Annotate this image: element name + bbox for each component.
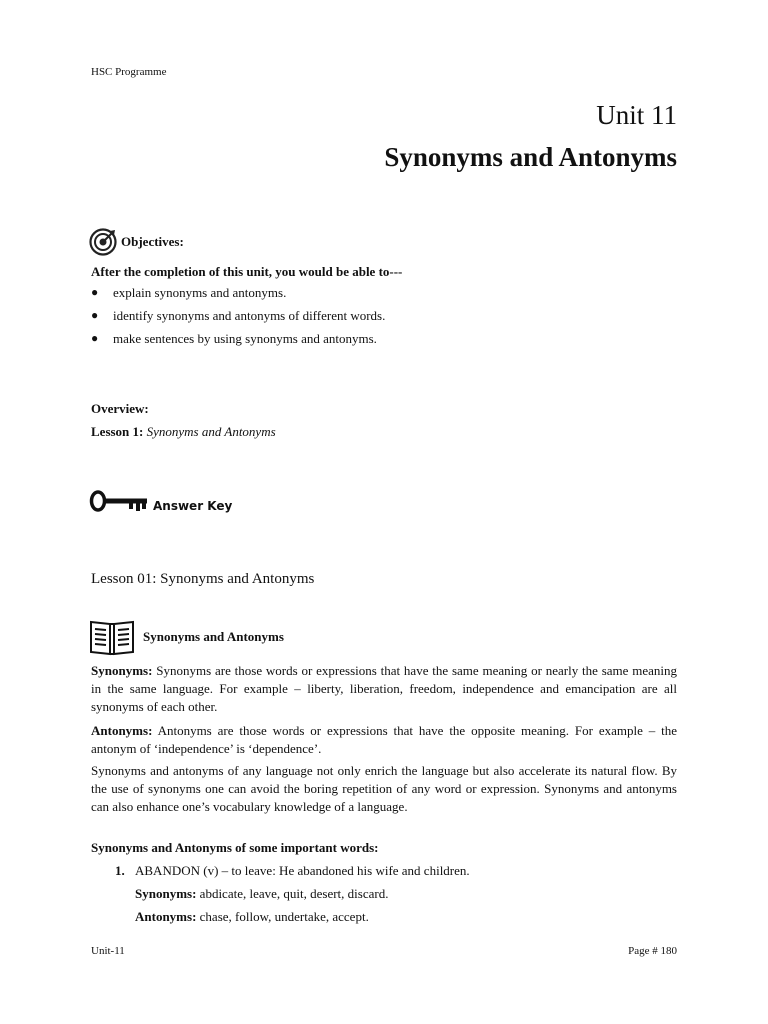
section-label: Synonyms and Antonyms — [143, 629, 284, 644]
overview-lesson — [91, 424, 276, 440]
objectives-heading — [89, 228, 184, 256]
general-paragraph: Synonyms and antonyms of any language not only enrich the language but also accelerate its natural flow. By the use of synonyms one can avoid the boring repetition of any word or expression. Synonyms and antonyms can also enhance one’s vocabulary knowledge of a language. — [91, 763, 677, 814]
unit-title: Unit 11 — [596, 100, 677, 130]
lesson-title: Synonyms and Antonyms — [146, 424, 276, 439]
important-words-heading: Synonyms and Antonyms of some important words: — [91, 840, 379, 855]
item-number: 1. — [115, 863, 125, 878]
bullet-icon: ● — [91, 331, 99, 345]
list-item: ● make sentences by using synonyms and antonyms. — [91, 331, 385, 354]
list-item: ● identify synonyms and antonyms of different words. — [91, 308, 385, 331]
item-antonyms: Antonyms: chase, follow, undertake, accept. — [135, 909, 369, 924]
unit-subtitle: Synonyms and Antonyms — [384, 142, 677, 172]
antonyms-term: Antonyms: — [91, 723, 153, 738]
bullet-icon: ● — [91, 285, 99, 299]
lesson-heading: Lesson 01: Synonyms and Antonyms — [91, 571, 315, 587]
objectives-intro: After the completion of this unit, you would be able to--- — [91, 264, 403, 279]
list-item: ● explain synonyms and antonyms. — [91, 285, 385, 308]
synonyms-term: Synonyms: — [91, 663, 153, 678]
overview-heading: Overview: — [91, 401, 149, 416]
objectives-label: Objectives: — [121, 234, 184, 249]
footer-unit: Unit-11 — [91, 945, 125, 957]
synonyms-text: Synonyms are those words or expressions that have the same meaning or nearly the same meaning in the same language. For example – liberty, liberation, freedom, independence and emancipation are all synonyms of each other. — [91, 663, 678, 714]
bullet-icon: ● — [91, 308, 99, 322]
key-icon — [89, 488, 149, 514]
answer-key-heading — [89, 488, 232, 514]
section-heading — [89, 618, 284, 656]
footer-page-number: Page # 180 — [628, 945, 677, 957]
antonyms-definition — [91, 722, 677, 758]
book-icon — [89, 618, 135, 656]
item-entry: ABANDON (v) – to leave: He abandoned his wife and children. — [135, 863, 470, 878]
lesson-number: Lesson 1: — [91, 424, 144, 439]
programme-label: HSC Programme — [91, 66, 167, 78]
answer-key-label: Answer Key — [153, 499, 233, 513]
objectives-list — [91, 285, 385, 354]
item-synonyms: Synonyms: abdicate, leave, quit, desert, discard. — [135, 886, 389, 901]
synonyms-definition — [91, 662, 677, 716]
antonyms-text: Antonyms are those words or expressions that have the opposite meaning. For example – the antonym of ‘independence’ is ‘dependence’. — [91, 723, 677, 756]
target-icon — [89, 228, 117, 256]
